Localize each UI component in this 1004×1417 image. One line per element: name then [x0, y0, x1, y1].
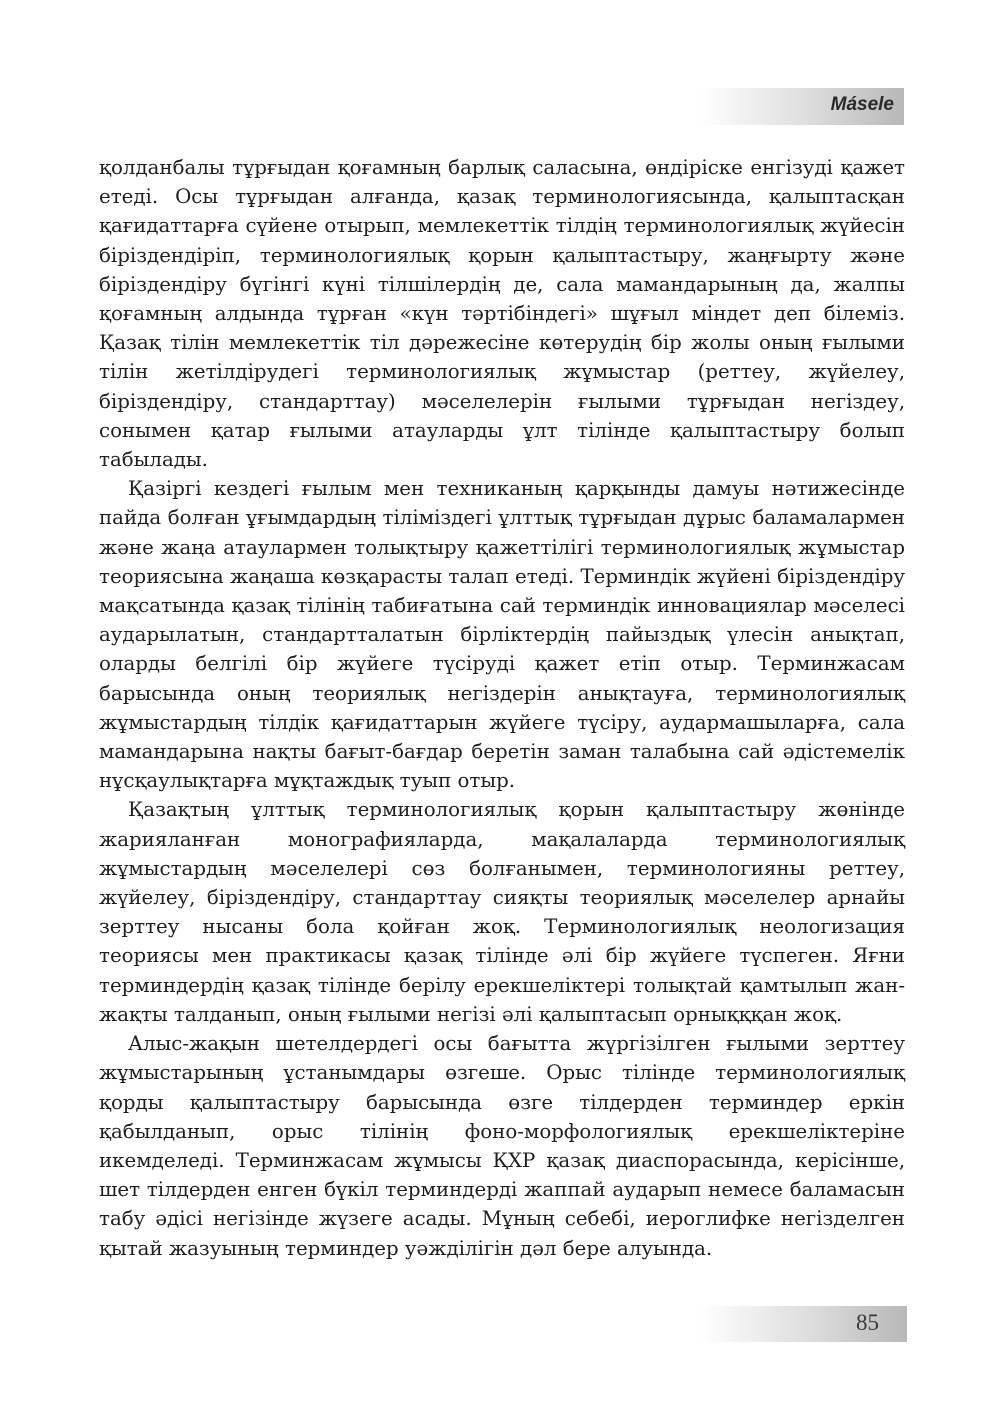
- paragraph-2: Қазіргі кездегі ғылым мен техниканың қарқынды дамуы нәтижесінде пайда болған ұғымдардың тіліміздегі ұлттық тұрғыдан дұрыс баламалармен және жаңа атаулармен толықтыру қажеттілігі терминологиялық жұмыстар теориясына жаңаша көзқарасты талап етеді. Терминдік жүйені біріздендіру мақсатында қазақ тілінің табиғатына сай терминдік инновациялар мәселесі аударылатын, стандартталатын бірліктердің пайыздық үлесін анықтап, оларды белгілі бір жүйеге түсіруді қажет етіп отыр. Терминжасам барысында оның теориялық негіздерін анықтауға, терминологиялық жұмыстардың тілдік қағидаттарын жүйеге түсіру, аудармашыларға, сала мамандарына нақты бағыт-бағдар беретін заман талабына сай әдістемелік нұсқаулықтарға мұқтаждық туып отыр.: [99, 477, 905, 793]
- page-footer: [700, 1306, 907, 1342]
- section-label: Másele: [830, 94, 894, 115]
- main-text: [99, 153, 905, 1263]
- paragraph-3: Қазақтың ұлттық терминологиялық қорын қалыптастыру жөнінде жарияланған монографияларда, мақалаларда терминологиялық жұмыстардың мәселелері сөз болғанымен, терминологияны реттеу, жүйелеу, біріздендіру, стандарттау сияқты теориялық мәселелер арнайы зерттеу нысаны бола қойған жоқ. Терминологиялық неологизация теориясы мен практикасы қазақ тілінде әлі бір жүйеге түспеген. Яғни терминдердің қазақ тілінде берілу ерекшеліктері толықтай қамтылып жан-жақты талданып, оның ғылыми негізі әлі қалыптасып орнықққан жоқ.: [99, 798, 905, 1026]
- page-number: 85: [856, 1310, 879, 1335]
- paragraph-1: қолданбалы тұрғыдан қоғамның барлық саласына, өндіріске енгізуді қажет етеді. Осы тұрғыдан алғанда, қазақ терминологиясында, қалыптасқан қағидаттарға сүйене отырып, мемлекеттік тілдің терминологиялық жүйесін біріздендіріп, терминологиялық қорын қалыптастыру, жаңғырту және біріздендіру бүгінгі күні тілшілердің де, сала мамандарының да, жалпы қоғамның алдында тұрған «күн тәртібіндегі» шұғыл міндет деп білеміз. Қазақ тілін мемлекеттік тіл дәрежесіне көтерудің бір жолы оның ғылыми тілін жетілдірудегі терминологиялық жұмыстар (реттеу, жүйелеу, біріздендіру, стандарттау) мәселелерін ғылыми тұрғыдан негіздеу, сонымен қатар ғылыми атауларды ұлт тілінде қалыптастыру болып табылады.: [99, 156, 905, 472]
- running-header: [700, 88, 904, 125]
- paragraph-4: Алыс-жақын шетелдердегі осы бағытта жүргізілген ғылыми зерттеу жұмыстарының ұстанымдары өзгеше. Орыс тілінде терминологиялық қорды қалыптастыру барысында өзге тілдерден терминдер еркін қабылданып, орыс тілінің фоно-морфологиялық ерекшеліктеріне икемделеді. Терминжасам жұмысы ҚХР қазақ диаспорасында, керісінше, шет тілдерден енген бүкіл терминдерді жаппай аударып немесе баламасын табу әдісі негізінде жүзеге асады. Мұның себебі, иероглифке негізделген қытай жазуының терминдер уәжділігін дәл бере алуында.: [99, 1032, 905, 1260]
